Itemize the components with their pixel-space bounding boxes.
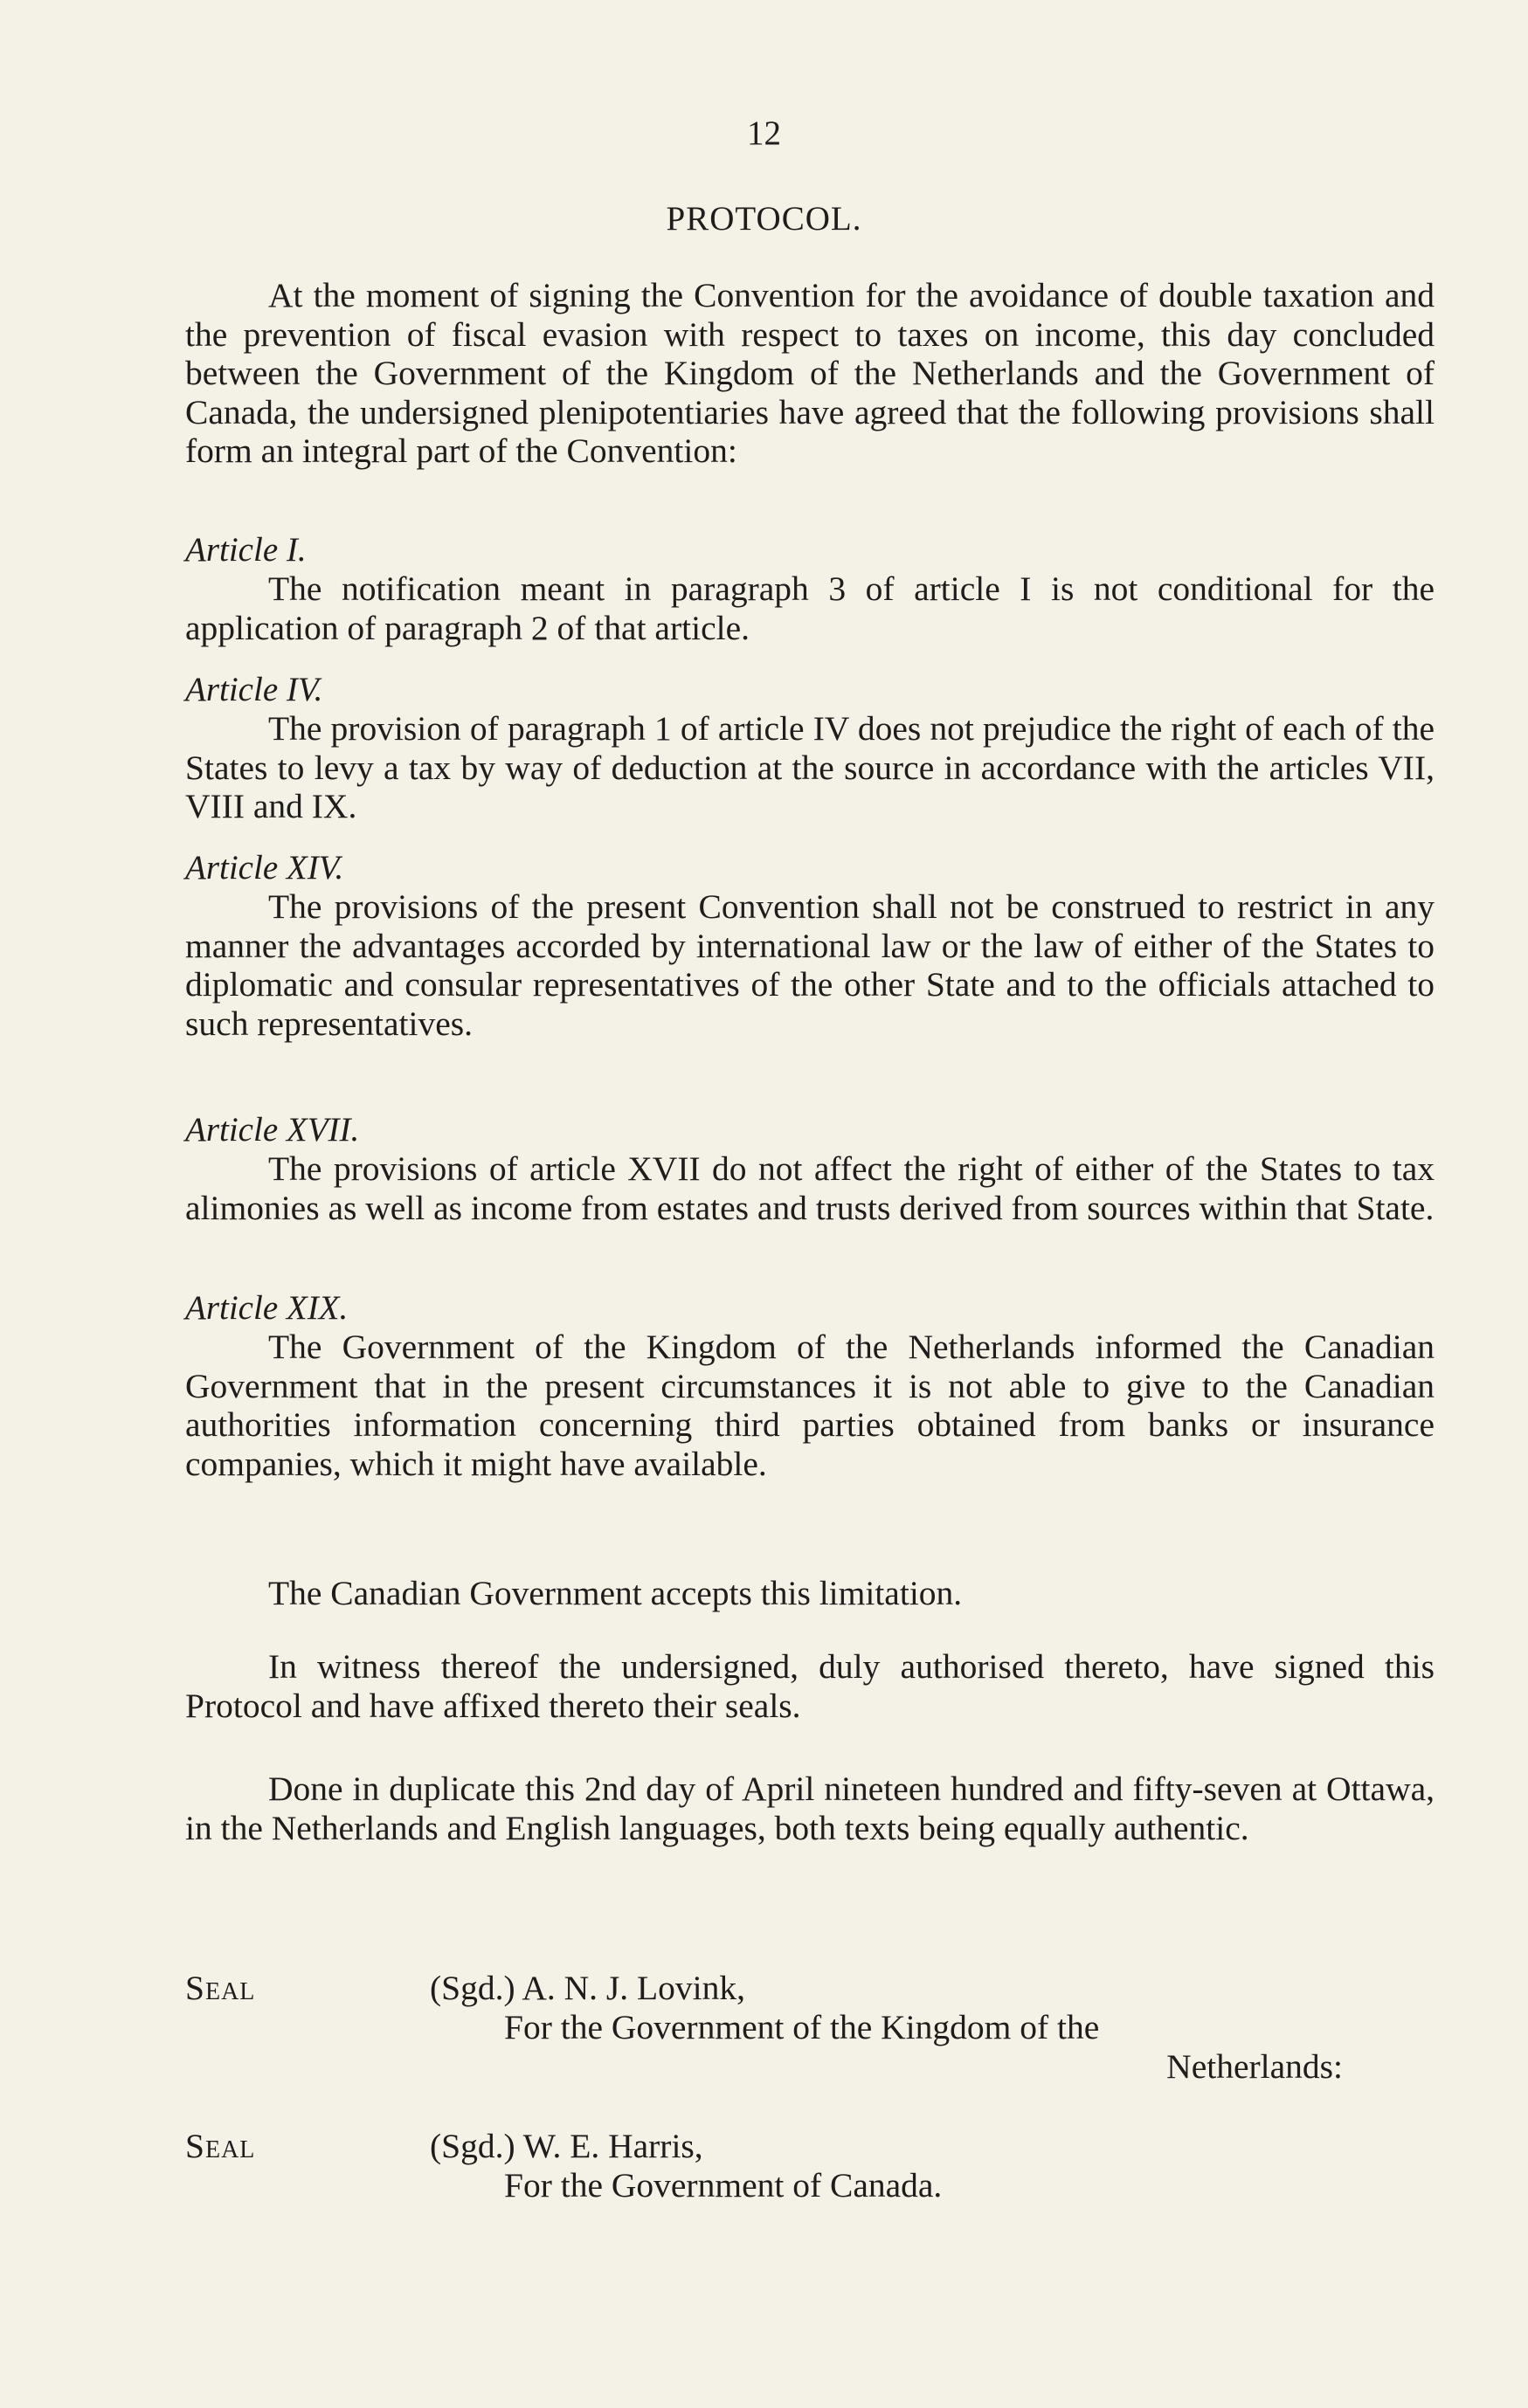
article-heading: Article XIX. bbox=[185, 1289, 349, 1327]
intro-paragraph: At the moment of signing the Convention for the avoidance of double taxation and the prevention of fiscal evasion with respect to taxes on income, this day concluded between the Government of the Kingdom of the Netherlands and the Government of Canada, the undersigned plenipotentiaries have agreed that the following provisions shall form an integral part of the Convention: bbox=[185, 276, 1435, 470]
page-number: 12 bbox=[747, 114, 781, 152]
article-1-block bbox=[185, 531, 1435, 647]
article-text: The Government of the Kingdom of the Netherlands informed the Canadian Government that in the present circumstances it is not able to give to the Canadian authorities information concerning third parties obtained from banks or insurance companies, which it might have available. bbox=[185, 1328, 1435, 1483]
article-14-block bbox=[185, 849, 1435, 1043]
article-heading: Article I. bbox=[185, 531, 307, 569]
done-paragraph: Done in duplicate this 2nd day of April nineteen hundred and fifty-seven at Ottawa, in the Netherlands and English languages, both texts being equally authentic. bbox=[185, 1770, 1435, 1847]
seal-label: Seal bbox=[185, 1969, 256, 2007]
page-title: PROTOCOL. bbox=[666, 200, 862, 238]
acceptance-block bbox=[185, 1574, 1435, 1613]
witness-paragraph: In witness thereof the undersigned, duly authorised thereto, have signed this Protocol and have affixed thereto their seals. bbox=[185, 1647, 1435, 1725]
article-17-block bbox=[185, 1111, 1435, 1227]
signatory-line: (Sgd.) W. E. Harris, bbox=[430, 2127, 703, 2165]
on-behalf-line-continued: Netherlands: bbox=[1166, 2047, 1343, 2086]
seal-label: Seal bbox=[185, 2127, 256, 2165]
done-block bbox=[185, 1770, 1435, 1847]
article-text: The notification meant in paragraph 3 of article I is not conditional for the application of paragraph 2 of that article. bbox=[185, 569, 1435, 647]
witness-block bbox=[185, 1647, 1435, 1725]
article-4-block bbox=[185, 671, 1435, 826]
article-19-block bbox=[185, 1289, 1435, 1483]
intro-paragraph-block bbox=[185, 276, 1435, 471]
on-behalf-line: For the Government of Canada. bbox=[504, 2166, 943, 2204]
acceptance-paragraph: The Canadian Government accepts this limitation. bbox=[268, 1574, 963, 1612]
article-text: The provisions of article XVII do not affect the right of either of the States to tax alimonies as well as income from estates and trusts derived from sources within that State. bbox=[185, 1149, 1435, 1227]
article-heading: Article XVII. bbox=[185, 1111, 360, 1149]
article-text: The provision of paragraph 1 of article IV does not prejudice the right of each of the States to levy a tax by way of deduction at the source in accordance with the articles VII, VIII and IX. bbox=[185, 709, 1435, 825]
signatory-line: (Sgd.) A. N. J. Lovink, bbox=[430, 1969, 745, 2007]
article-text: The provisions of the present Convention shall not be construed to restrict in any manner the advantages accorded by international law or the law of either of the States to diplomatic and consular representatives of the other State and to the officials attached to such representatives. bbox=[185, 887, 1435, 1043]
article-heading: Article XIV. bbox=[185, 849, 344, 887]
article-heading: Article IV. bbox=[185, 671, 323, 708]
on-behalf-line: For the Government of the Kingdom of the bbox=[504, 2008, 1100, 2046]
